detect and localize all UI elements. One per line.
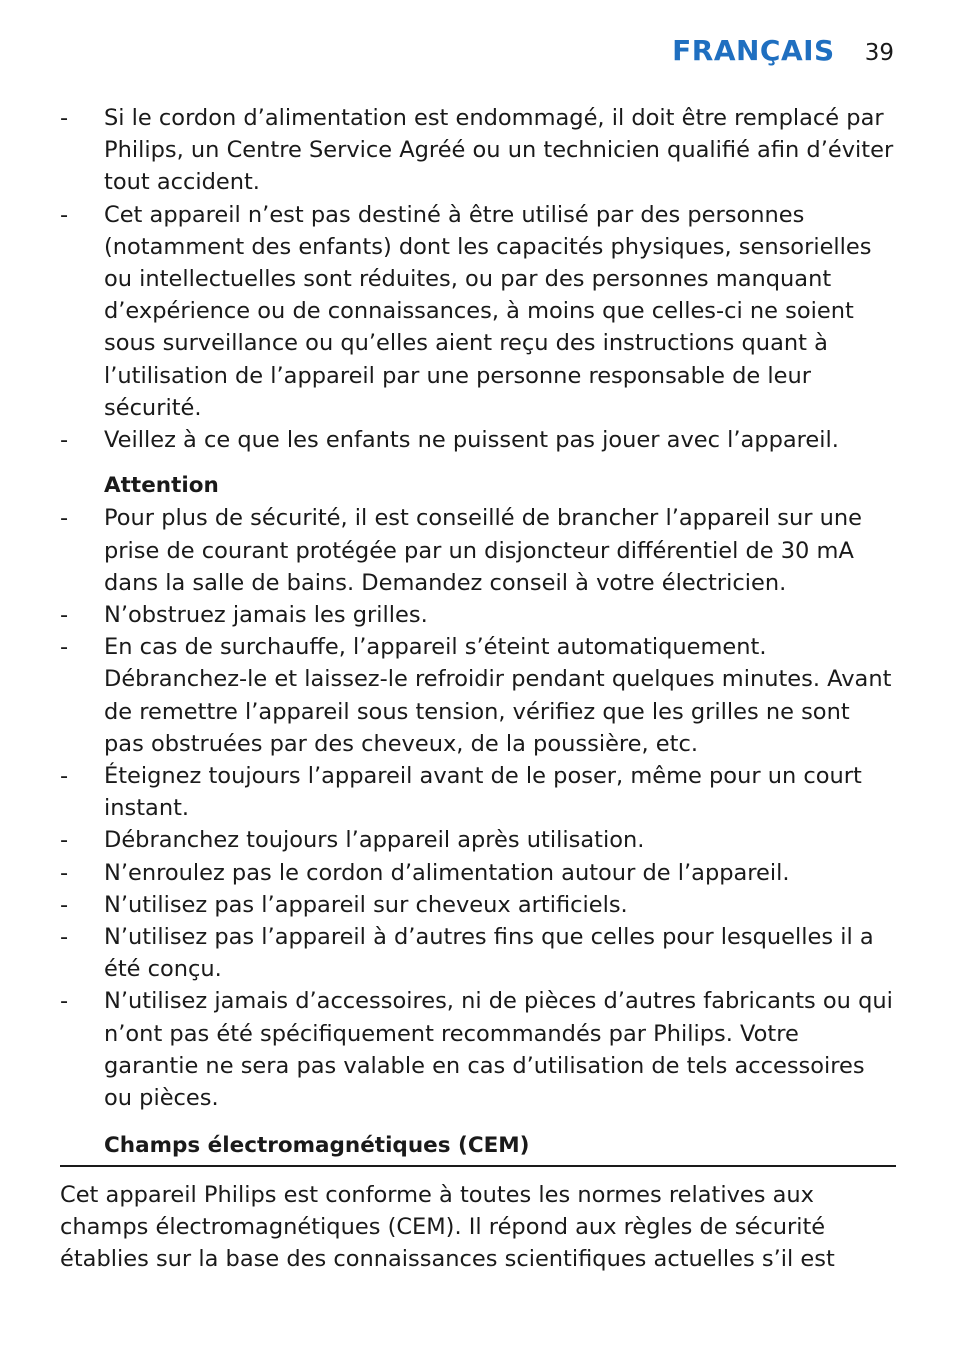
bullet-dash: - [60,827,69,854]
page-header [672,34,894,67]
list-item [60,631,896,760]
list-item [60,985,896,1114]
cem-heading: Champs électromagnétiques (CEM) [104,1133,530,1159]
bullet-dash: - [60,427,69,454]
bullet-dash: - [60,201,69,228]
list-item-text: N’utilisez jamais d’accessoires, ni de pièces d’autres fabricants ou qui n’ont pas été spécifiquement recommandés par Philips. Votre garantie ne sera pas valable en cas d’utilisation de tels accessoires ou pièces. [104,988,893,1112]
language-title: FRANÇAIS [672,34,835,67]
list-item-text: N’obstruez jamais les grilles. [104,602,428,629]
cem-paragraph: Cet appareil Philips est conforme à toutes les normes relatives aux champs électromagnétiques (CEM). Il répond aux règles de sécurité établies sur la base des connaissances scientifiques actuelles s’il est [60,1181,835,1272]
list-item-text: En cas de surchauffe, l’appareil s’éteint automatiquement. Débranchez-le et laissez-le refroidir pendant quelques minutes. Avant de remettre l’appareil sous tension, vérifiez que les grilles ne sont pas obstruées par des cheveux, de la poussière, etc. [104,634,892,757]
list-item-text: Si le cordon d’alimentation est endommagé, il doit être remplacé par Philips, un Centre Service Agréé ou un technicien qualifié afin d’éviter tout accident. [104,105,894,196]
list-item [60,102,896,199]
list-item [60,424,896,456]
list-item-text: Veillez à ce que les enfants ne puissent pas jouer avec l’appareil. [104,427,839,454]
list-item [60,889,896,921]
list-item-text: N’enroulez pas le cordon d’alimentation autour de l’appareil. [104,859,790,886]
bullet-dash: - [60,859,69,886]
list-item-text: Éteignez toujours l’appareil avant de le poser, même pour un court instant. [104,763,862,822]
list-item-text: N’utilisez pas l’appareil à d’autres fins que celles pour lesquelles il a été conçu. [104,924,874,983]
list-item [60,857,896,889]
attention-heading: Attention [104,473,219,499]
bullet-dash: - [60,105,69,131]
bullet-dash: - [60,505,69,532]
list-item [60,921,896,985]
bullet-dash: - [60,924,69,951]
bullet-dash: - [60,891,69,918]
list-item [60,199,896,424]
bullet-dash: - [60,763,69,790]
attention-list [60,502,896,1114]
list-item [60,760,896,824]
bullet-dash: - [60,602,69,629]
section-divider [60,1165,896,1167]
bullet-dash: - [60,988,69,1015]
list-item-text: Débranchez toujours l’appareil après utilisation. [104,827,645,854]
list-item [60,824,896,856]
list-item-text: N’utilisez pas l’appareil sur cheveux artificiels. [104,891,628,918]
list-item [60,599,896,631]
bullet-dash: - [60,634,69,661]
list-item-text: Cet appareil n’est pas destiné à être utilisé par des personnes (notamment des enfants) dont les capacités physiques, sensorielles ou intellectuelles sont réduites, ou par des personnes manquant d’expérience ou de connaissances, à moins que celles-ci ne soient sous surveillance ou qu’elles aient reçu des instructions quant à l’utilisation de l’appareil par une personne responsable de leur sécurité. [104,201,872,421]
safety-list [60,102,896,456]
page-content [60,102,896,1275]
page-number: 39 [864,40,894,66]
list-item-text: Pour plus de sécurité, il est conseillé de brancher l’appareil sur une prise de courant protégée par un disjoncteur différentiel de 30 mA dans la salle de bains. Demandez conseil à votre électricien. [104,505,862,596]
list-item [60,502,896,599]
